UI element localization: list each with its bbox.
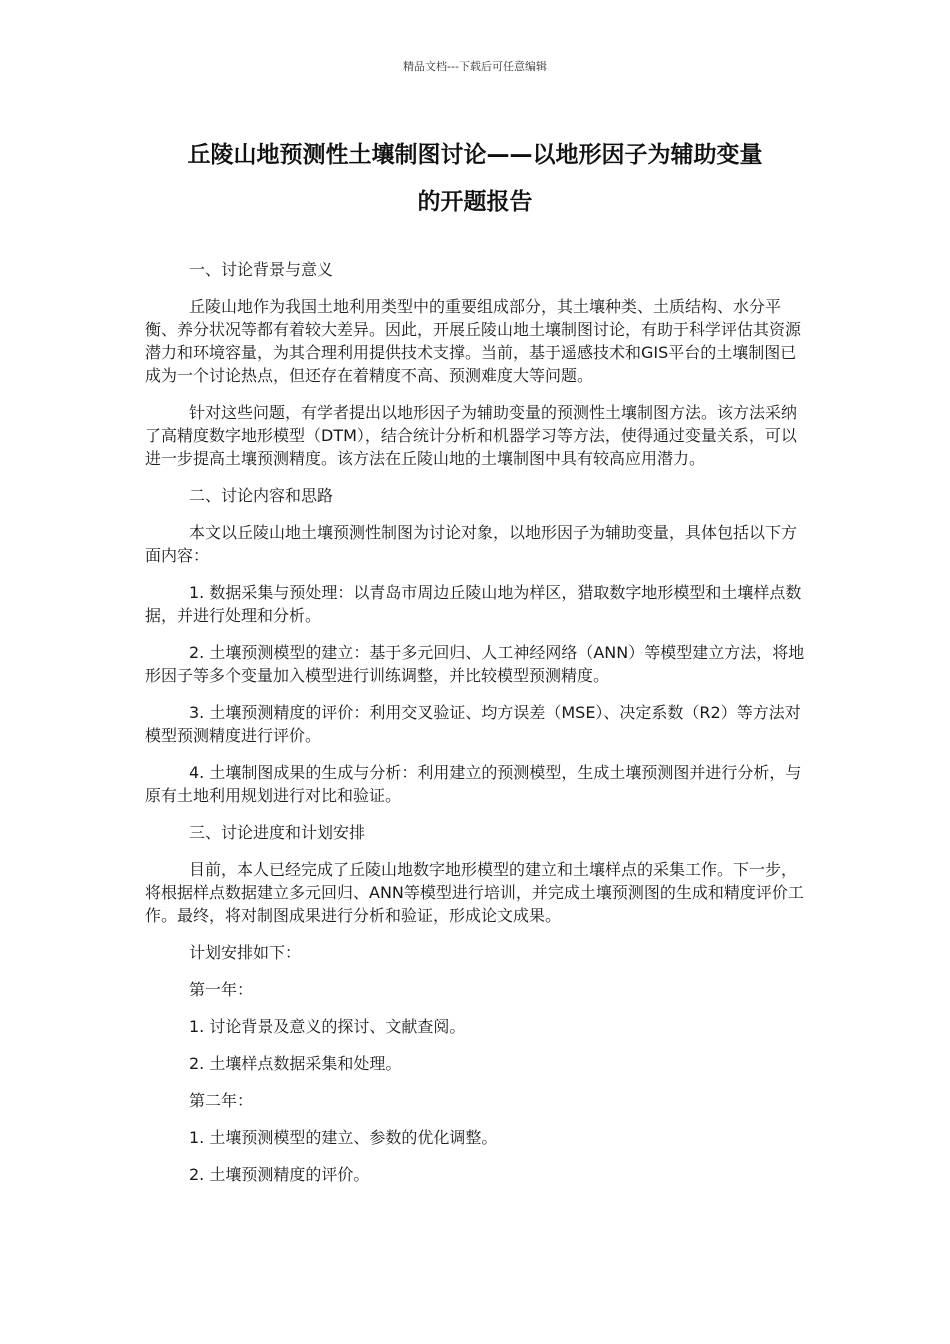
section-2-item-1: 1. 数据采集与预处理：以青岛市周边丘陵山地为样区，猎取数字地形模型和土壤样点数据，并进行处理和分析。 bbox=[145, 583, 802, 625]
document-title bbox=[150, 132, 800, 226]
section-2-item-2: 2. 土壤预测模型的建立：基于多元回归、人工神经网络（ANN）等模型建立方法，将地形因子等多个变量加入模型进行训练调整，并比较模型预测精度。 bbox=[145, 643, 805, 685]
year-2-label: 第二年： bbox=[189, 1091, 254, 1110]
year-1-item-1: 1. 讨论背景及意义的探讨、文献查阅。 bbox=[189, 1017, 466, 1036]
section-1-paragraph-2: 针对这些问题，有学者提出以地形因子为辅助变量的预测性土壤制图方法。该方法采纳了高精度数字地形模型（DTM），结合统计分析和机器学习等方法，使得通过变量关系，可以进一步提高土壤预测精度。该方法在丘陵山地的土壤制图中具有较高应用潜力。 bbox=[145, 403, 798, 468]
year-2-item-1: 1. 土壤预测模型的建立、参数的优化调整。 bbox=[189, 1128, 498, 1147]
document-body bbox=[145, 258, 807, 1200]
header-note: 精品文档---下载后可任意编辑 bbox=[403, 60, 547, 73]
section-2-item-4: 4. 土壤制图成果的生成与分析：利用建立的预测模型，生成土壤预测图并进行分析，与原有土地利用规划进行对比和验证。 bbox=[145, 763, 802, 805]
year-1-item-2: 2. 土壤样点数据采集和处理。 bbox=[189, 1054, 402, 1073]
section-2-heading: 二、讨论内容和思路 bbox=[189, 486, 334, 505]
section-2-intro: 本文以丘陵山地土壤预测性制图为讨论对象，以地形因子为辅助变量，具体包括以下方面内容： bbox=[145, 523, 798, 565]
year-1-label: 第一年： bbox=[189, 980, 254, 999]
year-2-item-2: 2. 土壤预测精度的评价。 bbox=[189, 1165, 370, 1184]
plan-label: 计划安排如下： bbox=[189, 943, 302, 962]
title-line-1: 丘陵山地预测性土壤制图讨论——以地形因子为辅助变量 bbox=[187, 142, 763, 168]
section-3-heading: 三、讨论进度和计划安排 bbox=[189, 823, 366, 842]
section-1-paragraph-1: 丘陵山地作为我国土地利用类型中的重要组成部分，其土壤种类、土质结构、水分平衡、养分状况等都有着较大差异。因此，开展丘陵山地土壤制图讨论，有助于科学评估其资源潜力和环境容量，为其合理利用提供技术支撑。当前，基于遥感技术和GIS平台的土壤制图已成为一个讨论热点，但还存在着精度不高、预测难度大等问题。 bbox=[145, 297, 802, 385]
title-line-2: 的开题报告 bbox=[417, 189, 533, 215]
section-3-paragraph-1: 目前，本人已经完成了丘陵山地数字地形模型的建立和土壤样点的采集工作。下一步，将根据样点数据建立多元回归、ANN等模型进行培训，并完成土壤预测图的生成和精度评价工作。最终，将对制图成果进行分析和验证，形成论文成果。 bbox=[145, 860, 804, 925]
section-2-item-3: 3. 土壤预测精度的评价：利用交叉验证、均方误差（MSE）、决定系数（R2）等方法对模型预测精度进行评价。 bbox=[145, 703, 801, 745]
section-1-heading: 一、讨论背景与意义 bbox=[189, 260, 334, 279]
